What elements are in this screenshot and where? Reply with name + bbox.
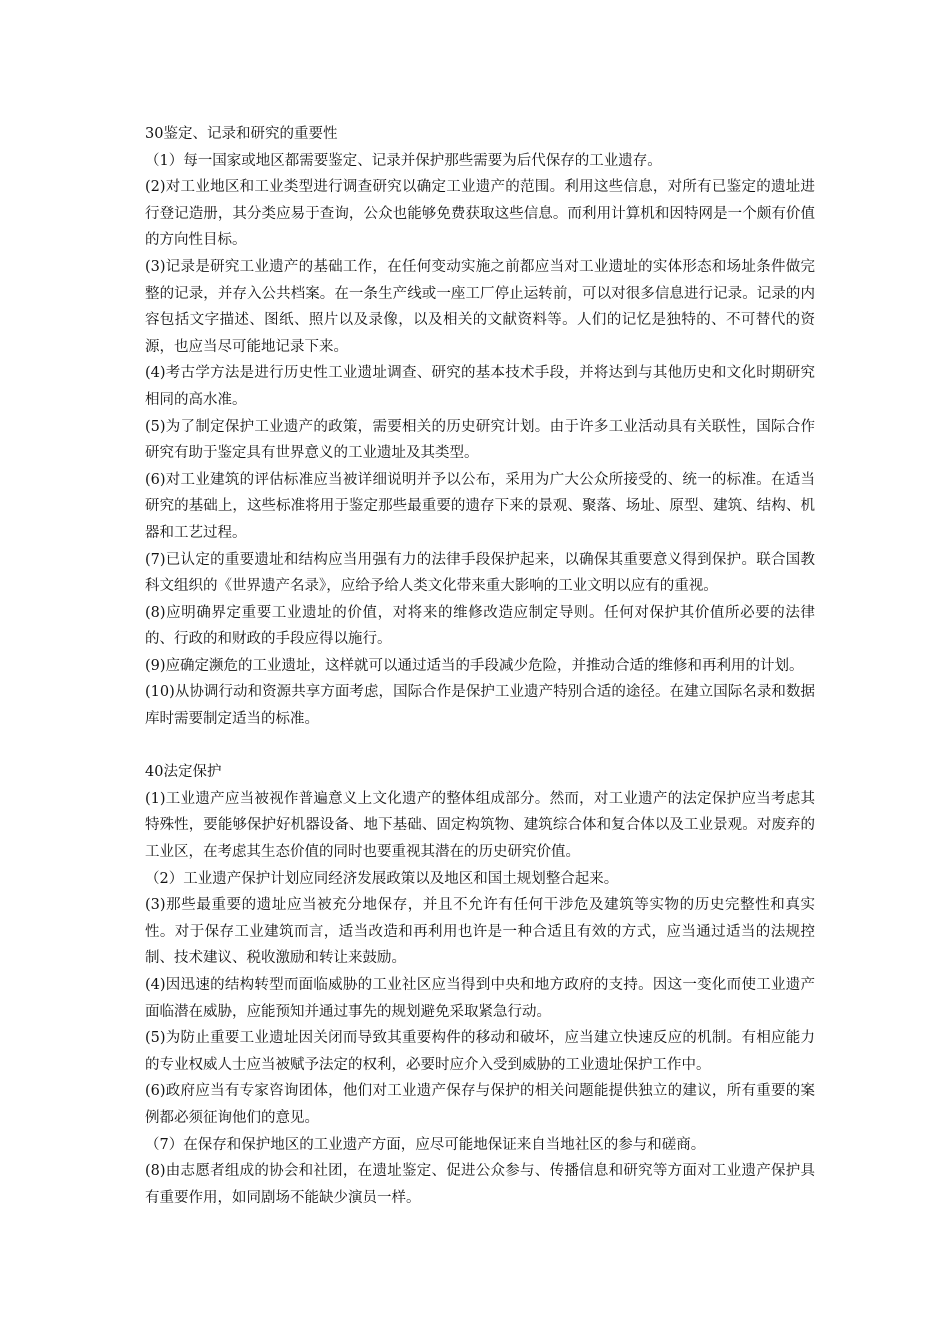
paragraph: (2)对工业地区和工业类型进行调查研究以确定工业遗产的范围。利用这些信息，对所有已鉴定的遗址进行登记造册，其分类应易于查询，公众也能够免费获取这些信息。而利用计算机和因特网是一个颇有价值的方向性目标。	[145, 179, 815, 249]
section-spacer	[145, 733, 815, 760]
document-page	[145, 121, 815, 1211]
paragraph: (1)工业遗产应当被视作普遍意义上文化遗产的整体组成部分。然而，对工业遗产的法定保护应当考虑其特殊性，要能够保护好机器设备、地下基础、固定构筑物、建筑综合体和复合体以及工业景观。对废弃的工业区，在考虑其生态价值的同时也要重视其潜在的历史研究价值。	[145, 790, 815, 861]
paragraph: (3)记录是研究工业遗产的基础工作，在任何变动实施之前都应当对工业遗址的实体形态和场址条件做完整的记录，并存入公共档案。在一条生产线或一座工厂停止运转前，可以对很多信息进行记录。记录的内容包括文字描述、图纸、照片以及录像，以及相关的文献资料等。人们的记忆是独特的、不可替代的资源，也应当尽可能地记录下来。	[145, 258, 815, 355]
paragraph: (10)从协调行动和资源共享方面考虑，国际合作是保护工业遗产特别合适的途径。在建立国际名录和数据库时需要制定适当的标准。	[145, 684, 815, 728]
section-title: 40法定保护	[145, 764, 222, 781]
paragraph: (9)应确定濒危的工业遗址，这样就可以通过适当的手段减少危险，并推动合适的维修和再利用的计划。	[145, 657, 804, 674]
paragraph: (5)为防止重要工业遗址因关闭而导致其重要构件的移动和破坏，应当建立快速反应的机制。有相应能力的专业权威人士应当被赋予法定的权利，必要时应介入受到威胁的工业遗址保护工作中。	[145, 1030, 815, 1073]
section-legal-protection	[145, 759, 815, 1211]
paragraph: （1）每一国家或地区都需要鉴定、记录并保护那些需要为后代保存的工业遗存。	[145, 152, 662, 169]
paragraph: （7）在保存和保护地区的工业遗产方面，应尽可能地保证来自当地社区的参与和磋商。	[145, 1136, 706, 1153]
section-title: 30鉴定、记录和研究的重要性	[145, 126, 338, 142]
paragraph: (3)那些最重要的遗址应当被充分地保存，并且不允许有任何干涉危及建筑等实物的历史完整性和真实性。对于保存工业建筑而言，适当改造和再利用也许是一种合适且有效的方式，应当通过适当的法规控制、技术建议、税收激励和转让来鼓励。	[145, 897, 815, 967]
paragraph: (6)政府应当有专家咨询团体，他们对工业遗产保存与保护的相关问题能提供独立的建议，所有重要的案例都必须征询他们的意见。	[145, 1083, 815, 1126]
section-identification-recording	[145, 121, 815, 733]
paragraph: (6)对工业建筑的评估标准应当被详细说明并予以公布，采用为广大公众所接受的、统一的标准。在适当研究的基础上，这些标准将用于鉴定那些最重要的遗存下来的景观、聚落、场址、原型、建筑、结构、机器和工艺过程。	[145, 471, 815, 541]
paragraph: (4)因迅速的结构转型而面临威胁的工业社区应当得到中央和地方政府的支持。因这一变化而使工业遗产面临潜在威胁，应能预知并通过事先的规划避免采取紧急行动。	[145, 977, 815, 1020]
paragraph: (8)应明确界定重要工业遗址的价值，对将来的维修改造应制定导则。任何对保护其价值所必要的法律的、行政的和财政的手段应得以施行。	[145, 604, 815, 648]
paragraph: （2）工业遗产保护计划应同经济发展政策以及地区和国土规划整合起来。	[145, 870, 619, 887]
paragraph: (5)为了制定保护工业遗产的政策，需要相关的历史研究计划。由于许多工业活动具有关联性，国际合作研究有助于鉴定具有世界意义的工业遗址及其类型。	[145, 418, 815, 462]
paragraph: (7)已认定的重要遗址和结构应当用强有力的法律手段保护起来，以确保其重要意义得到保护。联合国教科文组织的《世界遗产名录》，应给予给人类文化带来重大影响的工业文明以应有的重视。	[145, 551, 815, 595]
paragraph: (4)考古学方法是进行历史性工业遗址调查、研究的基本技术手段，并将达到与其他历史和文化时期研究相同的高水准。	[145, 365, 815, 408]
paragraph: (8)由志愿者组成的协会和社团，在遗址鉴定、促进公众参与、传播信息和研究等方面对工业遗产保护具有重要作用，如同剧场不能缺少演员一样。	[145, 1163, 815, 1206]
